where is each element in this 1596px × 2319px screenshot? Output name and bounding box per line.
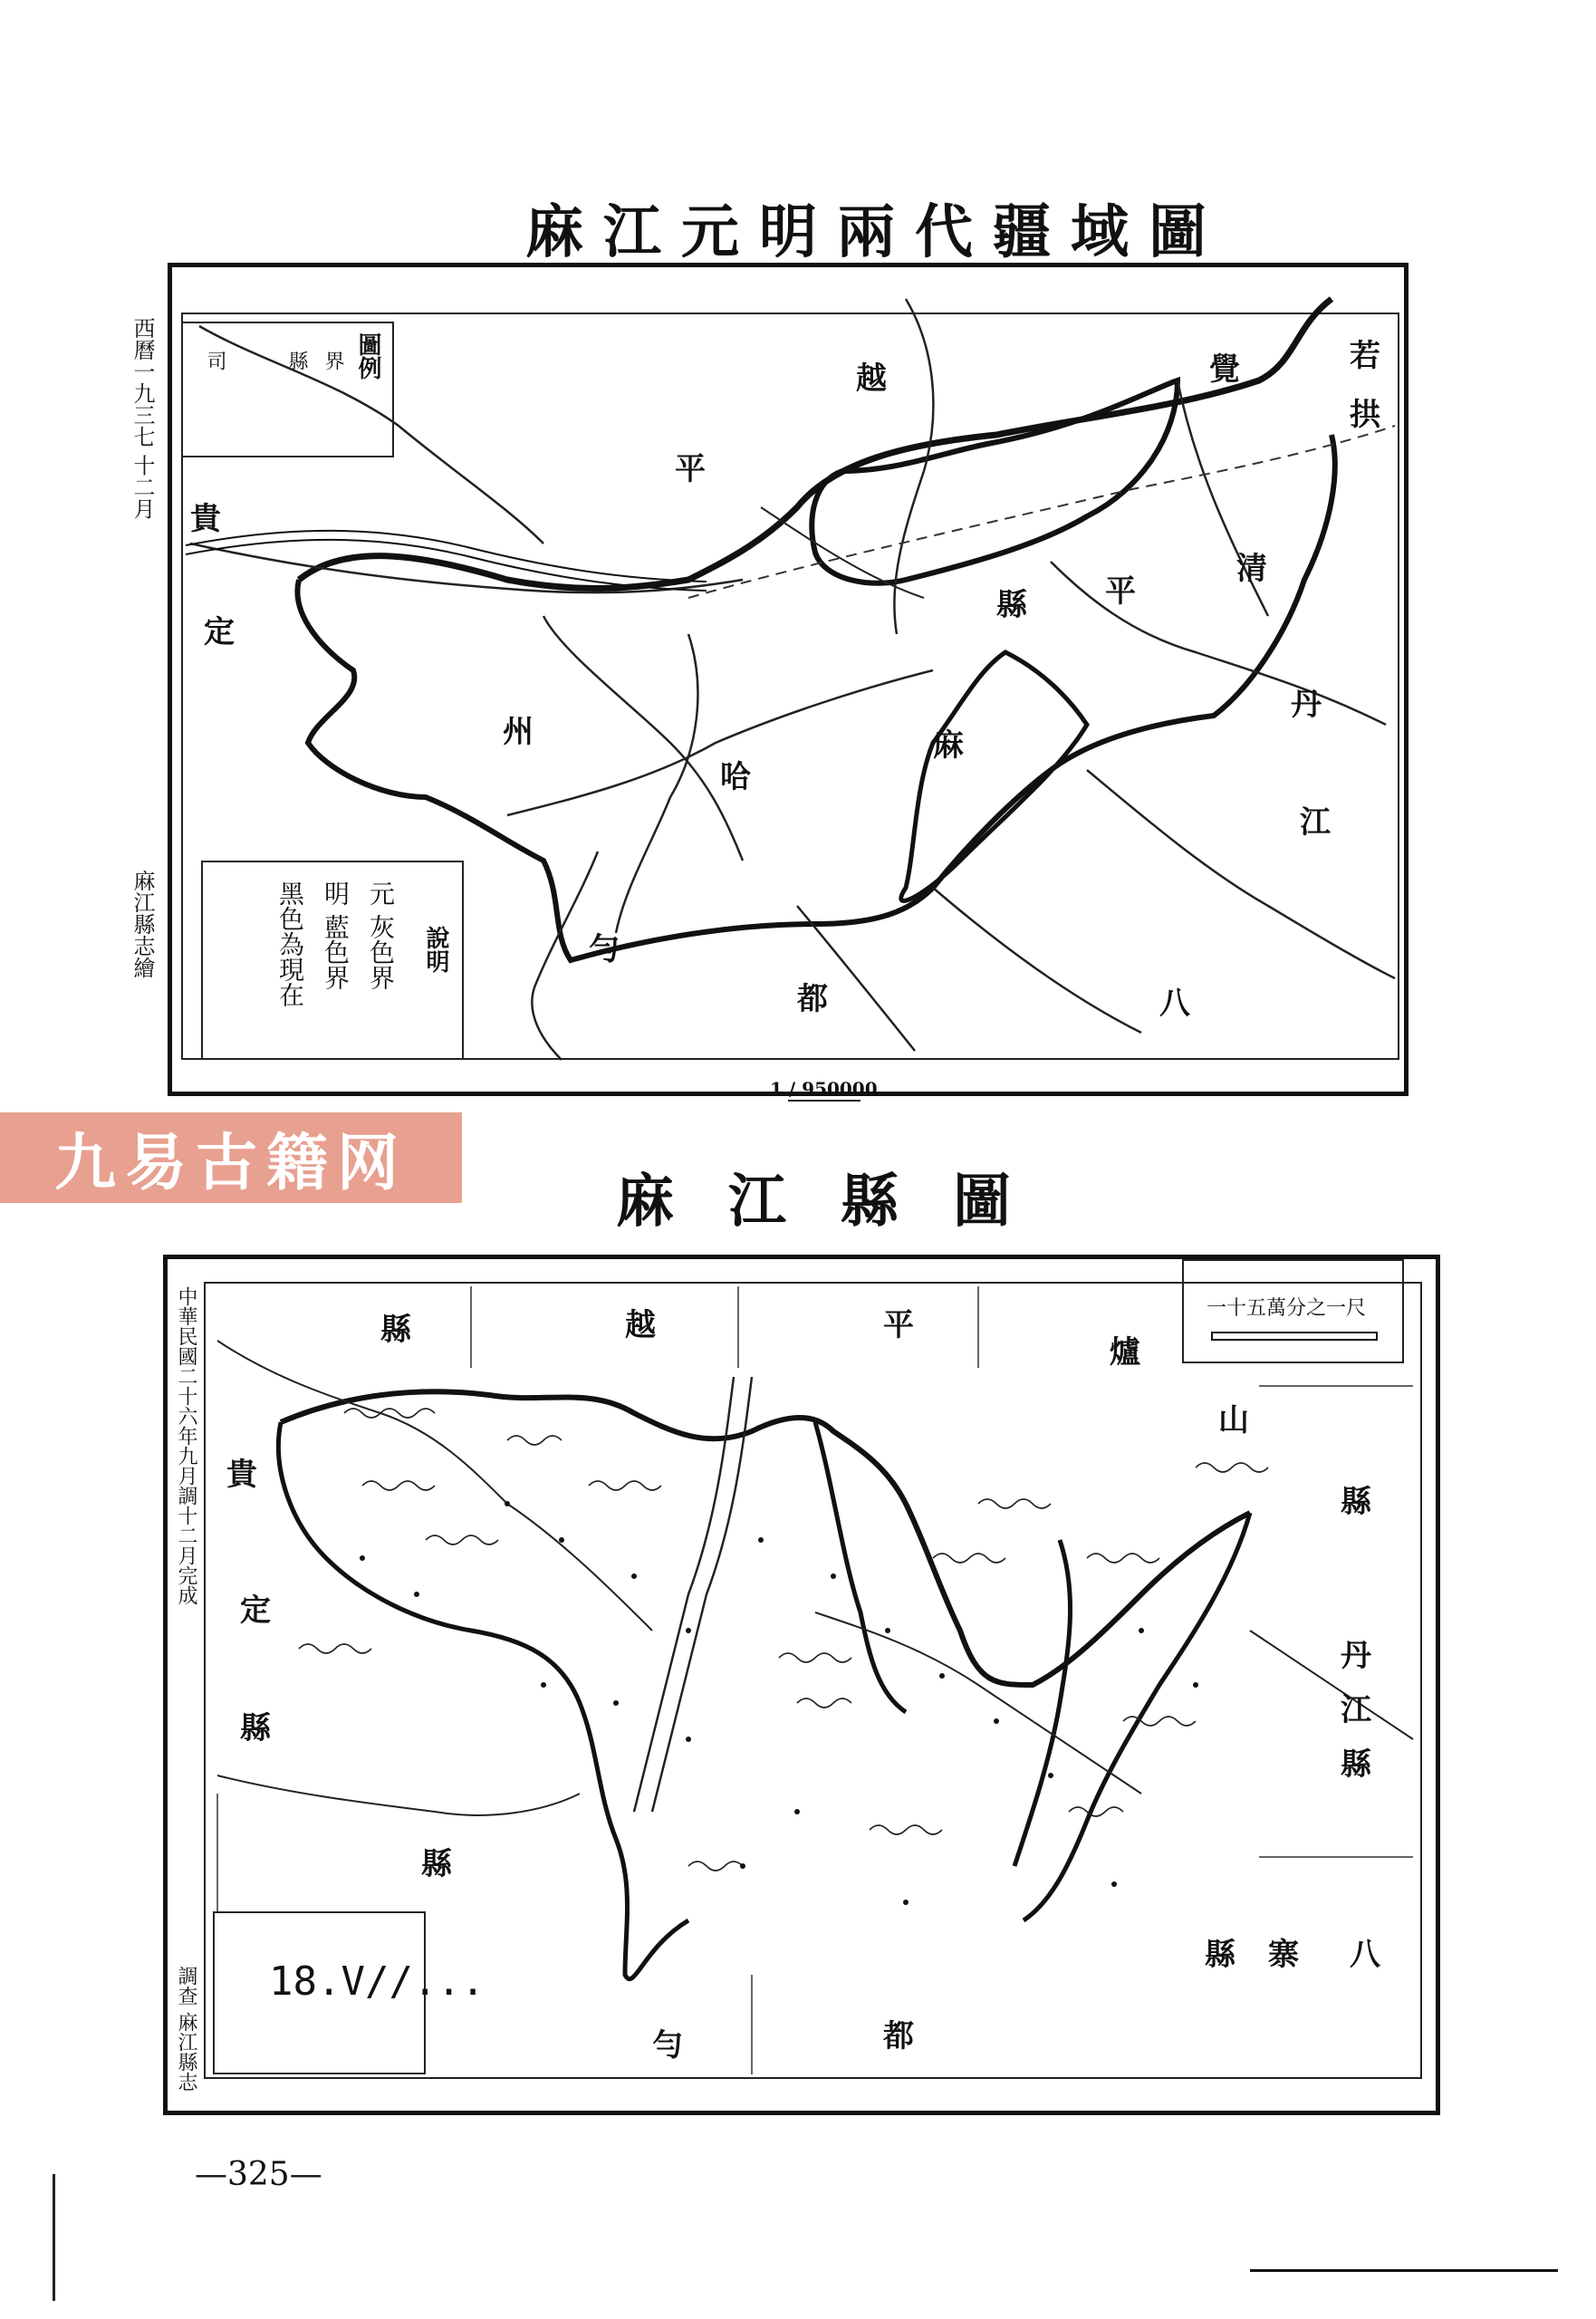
map2-place-left: 貴 [226, 1457, 257, 1493]
map2-place-top: 縣 [380, 1312, 411, 1348]
map1-place: 定 [204, 614, 235, 650]
map1-place: 若 [1350, 338, 1380, 374]
map2-place-left: 縣 [240, 1710, 271, 1746]
map1-legend-row: 界 [322, 351, 344, 370]
map1-place: 麻 [933, 727, 964, 764]
map1-place: 平 [675, 451, 706, 487]
map2-credit-margin: 調查 麻江縣志 [175, 1966, 197, 2092]
map1-place: 拱 [1350, 397, 1380, 433]
map2-title: 麻江縣圖 [616, 1168, 1065, 1236]
map2-place-right: 寨 [1268, 1937, 1299, 1973]
map2-place-left: 定 [240, 1593, 271, 1629]
map1-notes-line: 黑色為現在 [275, 880, 305, 1007]
map1-place: 貴 [190, 501, 221, 537]
map1-legend-heading: 圖例 [354, 332, 381, 380]
map1-place: 八 [1159, 986, 1190, 1022]
map1-place: 丹 [1291, 687, 1322, 723]
map1-place: 清 [1236, 551, 1267, 587]
map1-notes-line: 明 藍色界 [321, 880, 351, 990]
map1-place: 縣 [996, 587, 1027, 623]
bottom-rule [1250, 2269, 1558, 2272]
map2-place-right: 丹 [1341, 1638, 1371, 1674]
map1-legend-row: 司 [204, 351, 226, 370]
map1-place: 都 [797, 981, 828, 1017]
map2-place-bottom: 縣 [1205, 1937, 1235, 1973]
map1-place: 州 [503, 714, 534, 750]
map2-place-top: 越 [625, 1307, 656, 1343]
map1-scale-label: 1 / 950000 [770, 1078, 878, 1100]
map1-notes-line: 元 灰色界 [366, 880, 396, 990]
map1-title: 麻江元明兩代疆域圖 [525, 198, 1226, 266]
map2-place-right: 江 [1341, 1692, 1371, 1728]
left-scan-edge [53, 2174, 55, 2301]
map2-place-right: 縣 [1341, 1484, 1371, 1520]
map1-place: 哈 [720, 759, 751, 795]
map1-date-margin: 西曆一九三七 十二月 [130, 317, 155, 520]
map2-scale-note: 一十五萬分之一尺 [1207, 1297, 1367, 1320]
map2-place-bottom: 勻 [652, 2027, 683, 2064]
map1-legend-row: 縣 [285, 351, 308, 370]
map2-place-top: 山 [1218, 1402, 1249, 1439]
map2-place-bottom: 都 [883, 2018, 914, 2054]
map2-place-bottom: 縣 [421, 1846, 452, 1882]
map2-place-right: 縣 [1341, 1746, 1371, 1783]
map1-credit-margin: 麻江縣志繪 [130, 870, 155, 978]
watermark-banner: 九易古籍网 [0, 1112, 462, 1203]
map1-place: 江 [1300, 804, 1331, 841]
map2-place-right: 八 [1350, 1937, 1380, 1973]
map1-place: 覺 [1209, 351, 1240, 388]
map1-place: 勻 [589, 931, 620, 967]
map2-legend-code: 18.V//... [269, 1958, 486, 2005]
map2-place-top: 平 [883, 1307, 914, 1343]
map1-place: 平 [1105, 573, 1136, 610]
map1-place: 越 [856, 361, 887, 397]
map2-place-top: 爐 [1110, 1334, 1140, 1371]
map1-notes-heading: 說明 [422, 926, 449, 973]
page-number: —325— [195, 2156, 322, 2193]
map2-date-margin: 中華民國二十六年九月調十二月完成 [175, 1286, 197, 1605]
